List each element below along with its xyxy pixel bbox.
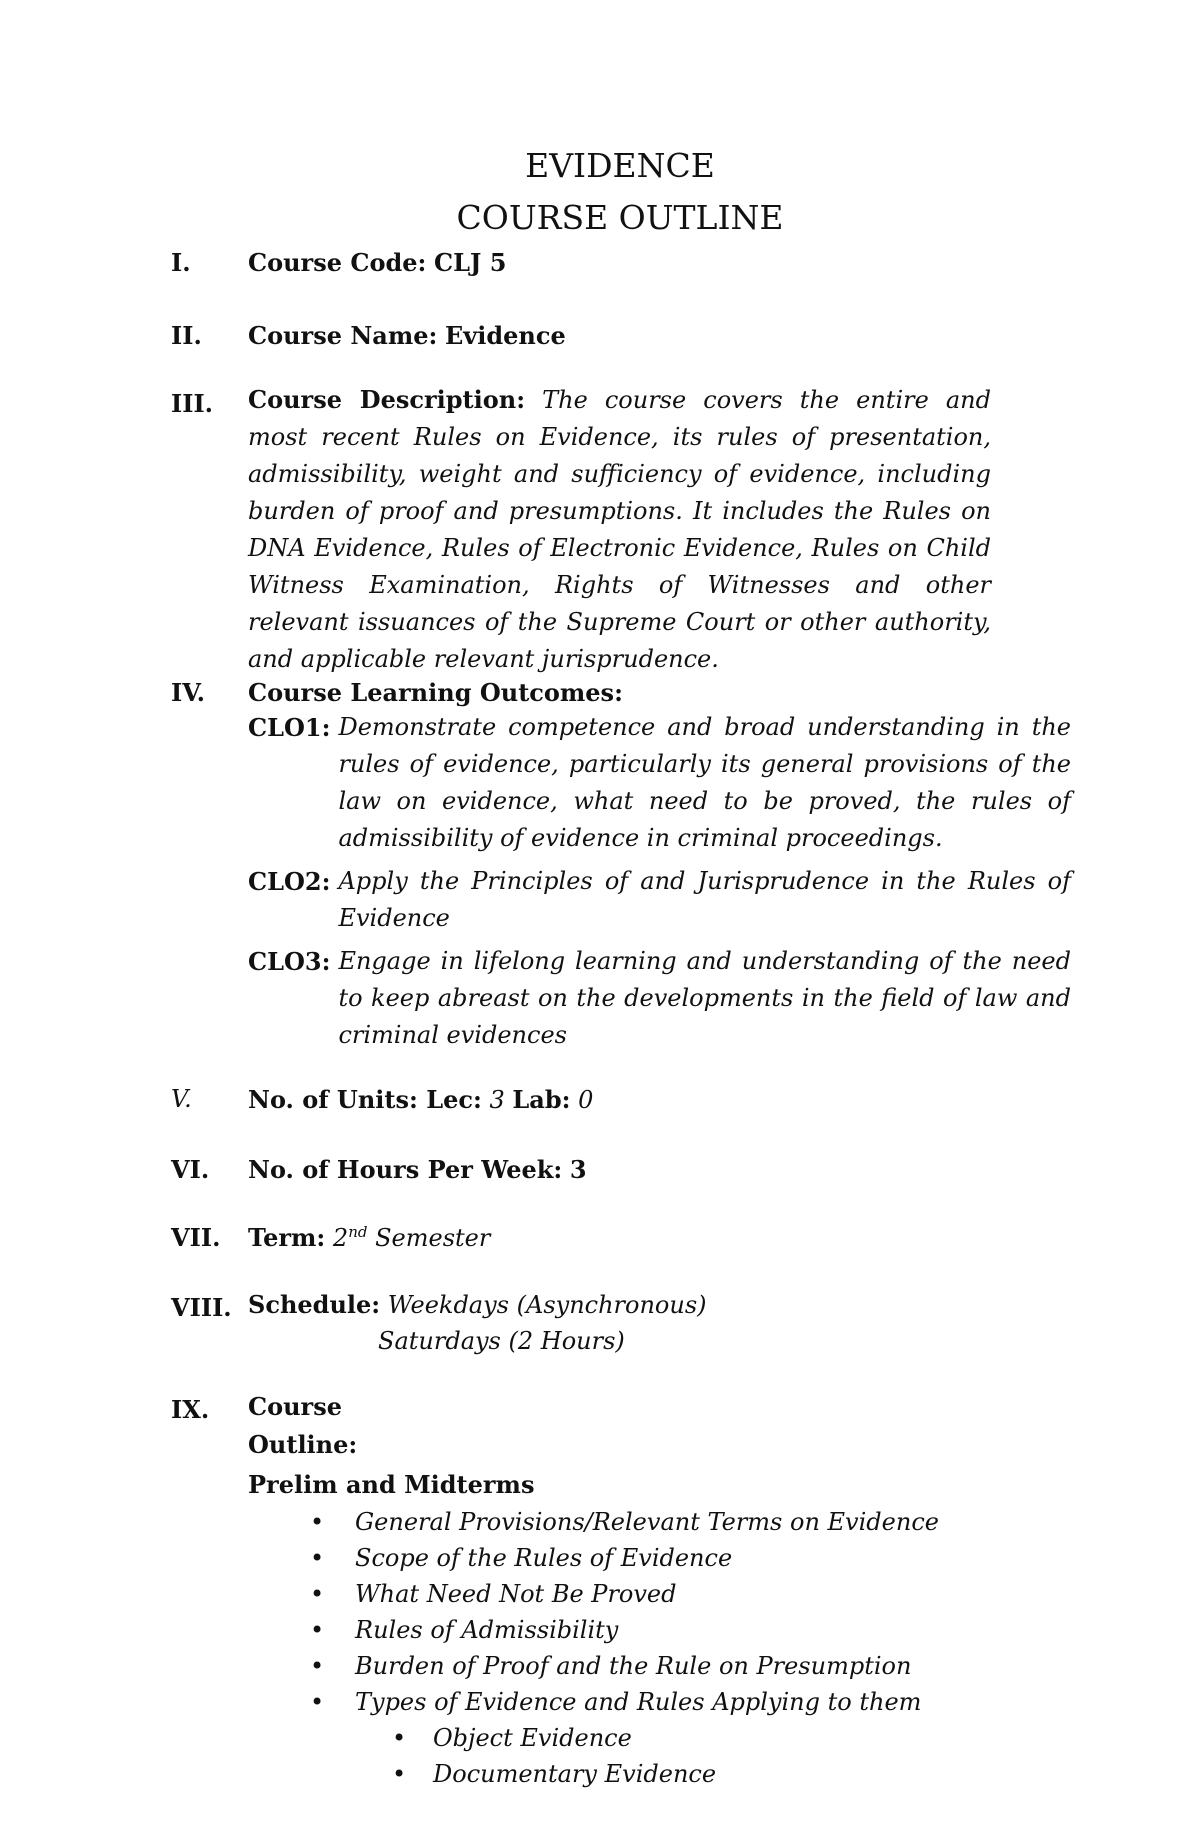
- hours-value: 3: [569, 1155, 587, 1184]
- term-value: 2nd Semester: [332, 1223, 491, 1252]
- title-line-1: EVIDENCE: [525, 146, 715, 185]
- outline-item: • Burden of Proof and the Rule on Presumption: [248, 1648, 1071, 1684]
- section-numeral: VIII.: [171, 1293, 232, 1322]
- section-term: [171, 1223, 1071, 1252]
- section-numeral: IV.: [171, 678, 206, 707]
- outline-item: • Rules of Admissibility: [248, 1612, 1071, 1648]
- section-units: [171, 1085, 1071, 1114]
- section-schedule: [171, 1290, 1071, 1359]
- course-outline-label-2: Outline:: [248, 1430, 358, 1459]
- section-numeral: V.: [171, 1085, 192, 1113]
- clo-code: CLO1:: [248, 713, 331, 742]
- course-name-value: Evidence: [445, 321, 566, 350]
- section-numeral: III.: [171, 389, 214, 418]
- section-numeral: VI.: [171, 1155, 210, 1184]
- section-hours-per-week: [171, 1155, 1071, 1184]
- section-learning-outcomes: [171, 678, 1071, 1054]
- learning-outcomes-label: Course Learning Outcomes:: [248, 678, 623, 707]
- schedule-line-2: Saturdays (2 Hours): [378, 1327, 625, 1355]
- section-numeral: II.: [171, 321, 202, 350]
- units-label: No. of Units: Lec:: [248, 1085, 482, 1114]
- section-course-description: [171, 385, 991, 678]
- outline-list: [248, 1504, 1071, 1792]
- units-lab-label: Lab:: [512, 1085, 571, 1114]
- clo-item: [248, 943, 1071, 1054]
- course-description-label: Course Description:: [248, 385, 526, 414]
- clo-text: Demonstrate competence and broad understanding in the rules of evidence, particularly its general provisions of the law on evidence, what need to be proved, the rules of admissibility of evidence in criminal proceedings.: [338, 713, 1071, 852]
- outline-item: • What Need Not Be Proved: [248, 1576, 1071, 1612]
- course-description-text: The course covers the entire and most recent Rules on Evidence, its rules of presentation, admissibility, weight and sufficiency of evidence, including burden of proof and presumptions. It includes the Rules on DNA Evidence, Rules of Electronic Evidence, Rules on Child Witness Examination, Rights of Witnesses and other relevant issuances of the Supreme Court or other authority, and applicable relevant jurisprudence.: [248, 386, 991, 673]
- course-code-label: Course Code:: [248, 248, 427, 277]
- section-course-code: [171, 248, 1071, 277]
- term-label: Term:: [248, 1223, 326, 1252]
- section-numeral: VII.: [171, 1223, 221, 1252]
- clo-item: [248, 709, 1071, 857]
- outline-item: • Types of Evidence and Rules Applying to them: [248, 1684, 1071, 1720]
- schedule-line-1: Weekdays (Asynchronous): [387, 1291, 707, 1319]
- course-outline-label-1: Course: [248, 1392, 342, 1421]
- clo-text: Engage in lifelong learning and understanding of the need to keep abreast on the developments in the field of law and criminal evidences: [338, 947, 1071, 1049]
- course-code-value: CLJ 5: [434, 248, 507, 277]
- outline-subitem: • Documentary Evidence: [248, 1756, 1071, 1792]
- hours-label: No. of Hours Per Week:: [248, 1155, 563, 1184]
- clo-item: [248, 863, 1071, 937]
- units-lec-value: 3: [489, 1086, 505, 1114]
- section-course-name: [171, 321, 1071, 350]
- clo-code: CLO2:: [248, 867, 331, 896]
- clo-code: CLO3:: [248, 947, 331, 976]
- section-numeral: IX.: [171, 1395, 210, 1424]
- schedule-label: Schedule:: [248, 1290, 381, 1319]
- prelim-midterms-heading: Prelim and Midterms: [248, 1470, 535, 1499]
- outline-item: • Scope of the Rules of Evidence: [248, 1540, 1071, 1576]
- document-title: [0, 140, 1200, 244]
- section-course-outline: [171, 1392, 1071, 1792]
- course-name-label: Course Name:: [248, 321, 438, 350]
- outline-item: • General Provisions/Relevant Terms on Evidence: [248, 1504, 1071, 1540]
- section-numeral: I.: [171, 248, 191, 277]
- title-line-2: COURSE OUTLINE: [456, 198, 784, 237]
- units-lab-value: 0: [578, 1086, 594, 1114]
- clo-text: Apply the Principles of and Jurisprudence in the Rules of Evidence: [338, 867, 1071, 932]
- outline-subitem: • Object Evidence: [248, 1720, 1071, 1756]
